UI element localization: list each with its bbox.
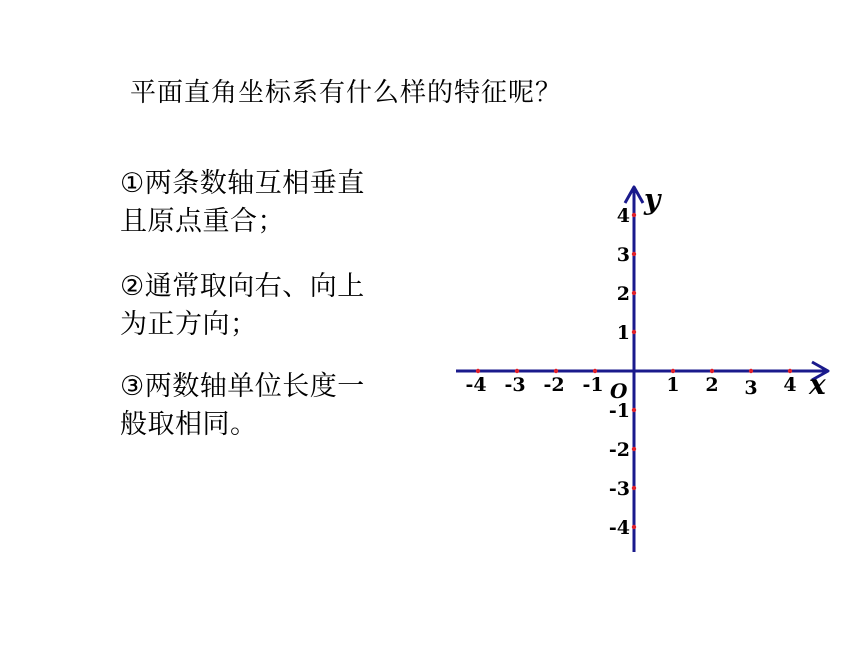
x-axis-label: x	[809, 368, 826, 401]
y-tick-label: 3	[616, 244, 630, 266]
x-tick-mark	[710, 369, 714, 373]
x-tick-mark	[593, 369, 597, 373]
x-tick-label: 4	[783, 374, 797, 396]
y-tick-mark	[632, 486, 636, 490]
feature-3-line-2: 般取相同。	[120, 409, 258, 440]
y-tick-mark	[632, 330, 636, 334]
y-tick-label: -4	[608, 517, 630, 539]
x-tick-mark	[476, 369, 480, 373]
origin-label: O	[610, 379, 628, 403]
y-tick-mark	[632, 525, 636, 529]
y-axis-label: y	[644, 183, 661, 216]
feature-1-line-2: 且原点重合；	[120, 206, 285, 237]
x-tick-label: 3	[744, 377, 758, 399]
feature-2-line-1: ②通常取向右、向上	[120, 271, 365, 302]
y-tick-label: 1	[616, 322, 630, 344]
x-tick-label: -2	[543, 374, 565, 396]
question-title: 平面直角坐标系有什么样的特征呢？	[130, 78, 563, 108]
y-tick-mark	[632, 447, 636, 451]
y-tick-label: 4	[616, 205, 630, 227]
y-tick-mark	[632, 291, 636, 295]
x-tick-mark	[671, 369, 675, 373]
x-tick-mark	[749, 369, 753, 373]
y-tick-label: -2	[608, 439, 630, 461]
x-tick-mark	[515, 369, 519, 373]
y-tick-mark	[632, 213, 636, 217]
y-tick-label: -3	[608, 478, 630, 500]
x-tick-label: -3	[504, 374, 526, 396]
feature-2-line-2: 为正方向；	[120, 309, 258, 340]
x-tick-label: -4	[465, 374, 487, 396]
feature-1-line-1: ①两条数轴互相垂直	[120, 168, 365, 199]
feature-3-line-1: ③两数轴单位长度一	[120, 371, 365, 402]
x-tick-label: 1	[666, 374, 680, 396]
y-tick-label: -1	[608, 400, 630, 422]
y-tick-mark	[632, 252, 636, 256]
x-tick-label: -1	[582, 374, 604, 396]
x-tick-mark	[554, 369, 558, 373]
y-tick-label: 2	[616, 283, 630, 305]
x-tick-mark	[788, 369, 792, 373]
x-tick-label: 2	[705, 374, 719, 396]
y-tick-mark	[632, 408, 636, 412]
